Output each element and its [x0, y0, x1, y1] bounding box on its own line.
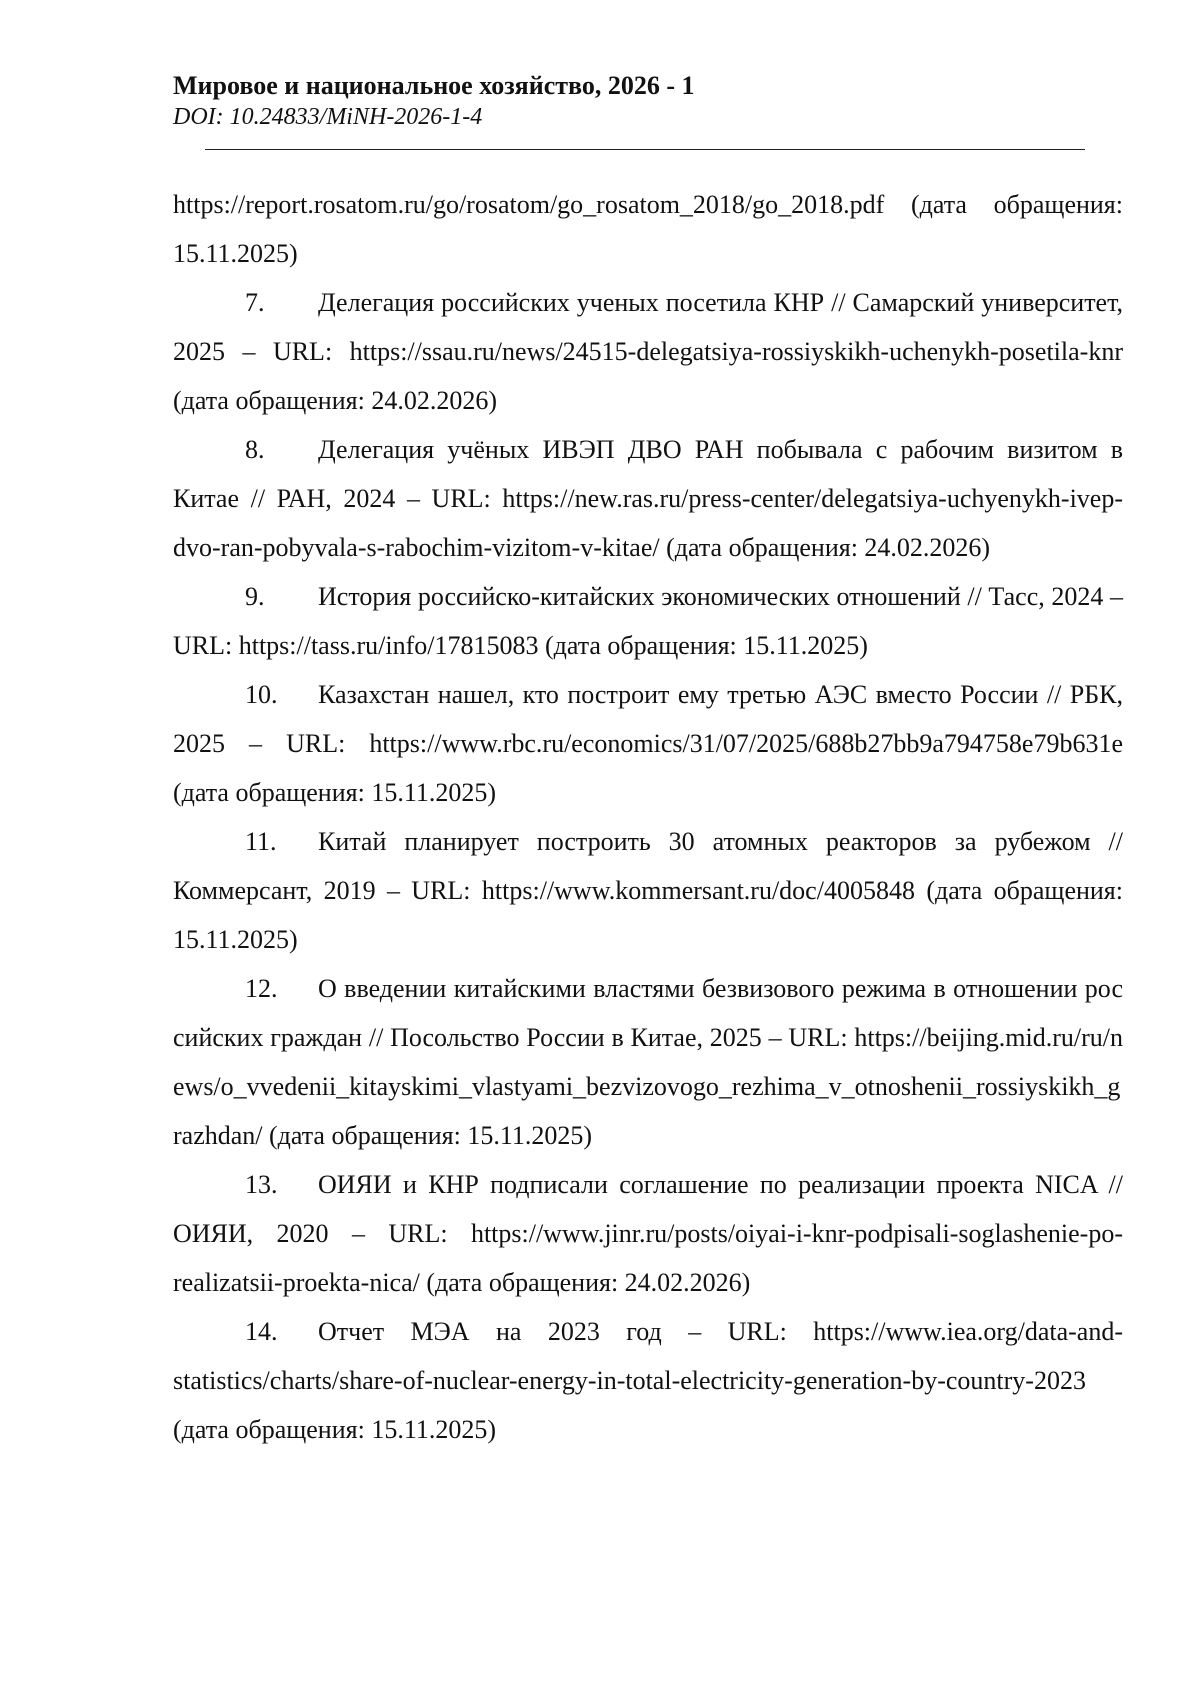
reference-number: 8. [245, 435, 265, 464]
reference-number: 13. [245, 1170, 278, 1199]
reference-number: 14. [245, 1317, 278, 1346]
doi-line: DOI: 10.24833/MiNH-2026-1-4 [173, 104, 483, 130]
reference-text: https://report.rosatom.ru/go/rosatom/go_rosatom_2018/go_2018.pdf (дата обращения: 15.11.2025) [173, 190, 1123, 268]
reference-number: 10. [245, 680, 278, 709]
reference-text: Казахстан нашел, кто построит ему третью АЭС вместо России // РБК, 2025 – URL: https://www.rbc.ru/economics/31/07/2025/688b27bb9a794758e79b631e (дата обращения: 15.11.2025) [173, 680, 1123, 807]
reference-item-13 [173, 1160, 1123, 1307]
reference-item-10 [173, 670, 1123, 817]
reference-number: 11. [245, 827, 277, 856]
reference-text: История российско-китайских экономических отношений // Тасс, 2024 – URL: https://tass.ru/info/17815083 (дата обращения: 15.11.2025) [173, 582, 1123, 660]
reference-item-7 [173, 278, 1123, 425]
reference-item-12 [173, 964, 1123, 1160]
reference-text: Отчет МЭА на 2023 год – URL: https://www.iea.org/data-and-statistics/charts/share-of-nuclear-energy-in-total-electricity-generation-by-country-2023 (дата обращения: 15.11.2025) [173, 1317, 1123, 1444]
header-divider [205, 149, 1085, 150]
reference-item-11 [173, 817, 1123, 964]
reference-text: Китай планирует построить 30 атомных реакторов за рубежом // Коммерсант, 2019 – URL: https://www.kommersant.ru/doc/4005848 (дата обращения: 15.11.2025) [173, 827, 1123, 954]
reference-item-14 [173, 1307, 1123, 1454]
reference-number: 9. [245, 582, 265, 611]
reference-item-6-continuation [173, 180, 1123, 278]
reference-number: 7. [245, 288, 265, 317]
reference-text: Делегация российских ученых посетила КНР // Самарский университет, 2025 – URL: https://ssau.ru/news/24515-delegatsiya-rossiyskikh-uchenykh-posetila-knr (дата обращения: 24.02.2026) [173, 288, 1123, 415]
journal-title: Мировое и национальное хозяйство, 2026 - 1 [173, 71, 695, 100]
reference-list [173, 180, 1123, 1454]
document-page [173, 70, 1123, 1454]
reference-text: Делегация учёных ИВЭП ДВО РАН побывала с рабочим визитом в Китае // РАН, 2024 – URL: https://new.ras.ru/press-center/delegatsiya-uchyenykh-ivep-dvo-ran-pobyvala-s-rabochim-vizitom-v-kitae/ (дата обращения: 24.02.2026) [173, 435, 1123, 562]
reference-text: О введении китайскими властями безвизового режима в отношении российских граждан // Посольство России в Китае, 2025 – URL: https://beijing.mid.ru/ru/news/o_vvedenii_kitayskimi_vlastyami_bezvizovogo_rezhima_v_otnoshenii_rossiyskikh_grazhdan/ (дата обращения: 15.11.2025) [173, 974, 1123, 1150]
reference-item-8 [173, 425, 1123, 572]
reference-item-9 [173, 572, 1123, 670]
reference-number: 12. [245, 974, 278, 1003]
reference-text: ОИЯИ и КНР подписали соглашение по реализации проекта NICA // ОИЯИ, 2020 – URL: https://www.jinr.ru/posts/oiyai-i-knr-podpisali-soglashenie-po-realizatsii-proekta-nica/ (дата обращения: 24.02.2026) [173, 1170, 1123, 1297]
